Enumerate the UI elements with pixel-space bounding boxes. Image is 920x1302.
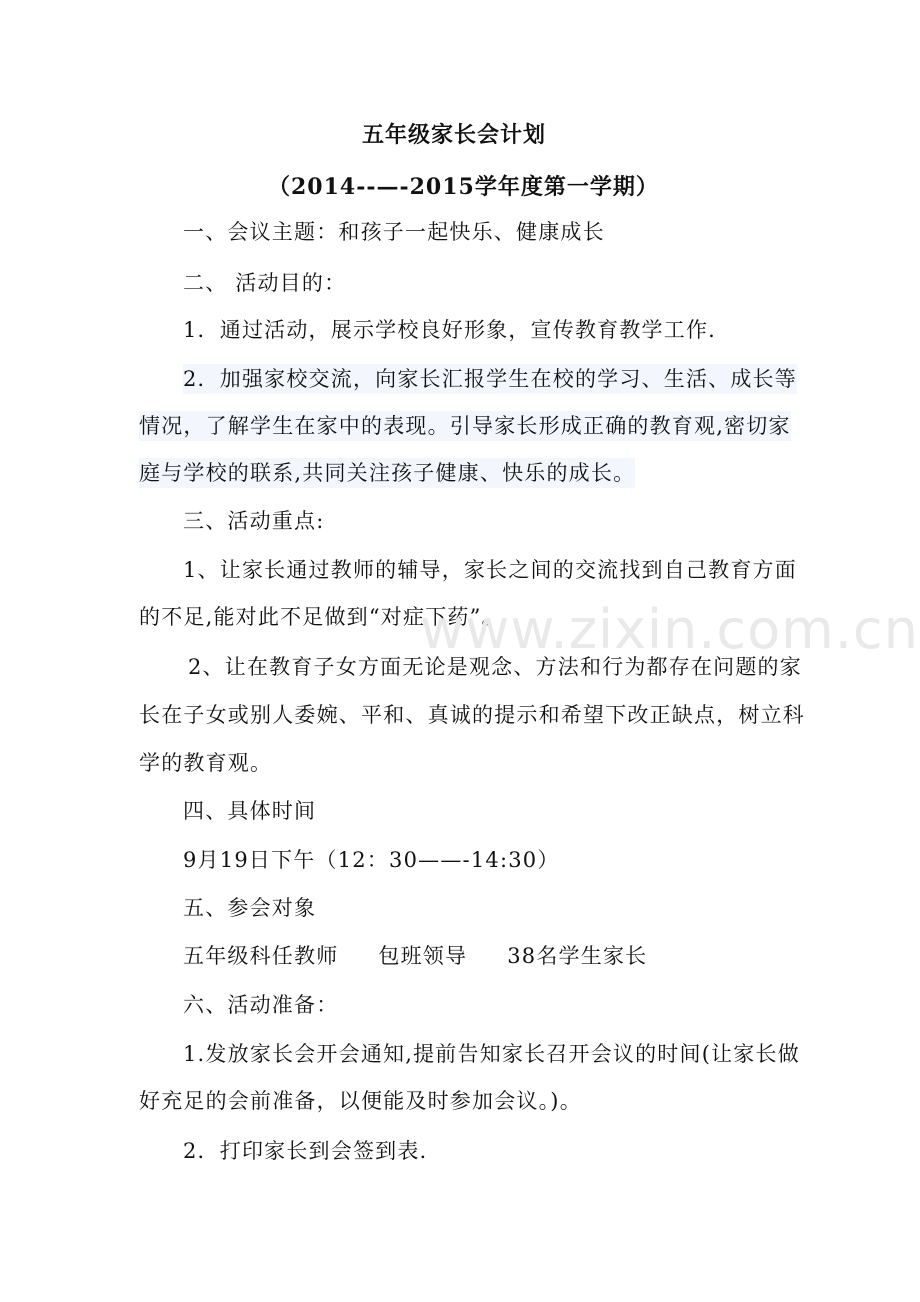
participants-line — [183, 941, 647, 971]
focus-item-2-line-3: 学的教育观。 — [139, 751, 273, 775]
section-participants-heading: 五、参会对象 — [183, 896, 317, 920]
focus-item-1-line-1: 1、让家长通过教师的辅导，家长之间的交流找到自己教育方面 — [183, 558, 797, 582]
participant-leaders: 包班领导 — [378, 944, 468, 968]
section-time-heading: 四、具体时间 — [183, 799, 317, 823]
participant-teachers: 五年级科任教师 — [183, 944, 339, 968]
purpose-item-2-line-2: 情况，了解学生在家中的表现。引导家长形成正确的教育观,密切家 — [139, 411, 791, 441]
focus-item-1-line-2: 的不足,能对此不足做到“对症下药”。 — [139, 605, 504, 629]
document-subtitle: （2014--—-2015学年度第一学期） — [268, 174, 659, 200]
document-title: 五年级家长会计划 — [362, 122, 547, 148]
purpose-item-2-line-3: 庭与学校的联系,共同关注孩子健康、快乐的成长。 — [139, 458, 635, 488]
time-value: 9月19日下午（12：30——-14:30） — [183, 848, 560, 872]
prep-item-2: 2．打印家长到会签到表. — [183, 1139, 428, 1163]
watermark: www.zixin.com.cn — [420, 598, 919, 661]
participant-parents: 38名学生家长 — [507, 944, 648, 968]
section-theme: 一、会议主题：和孩子一起快乐、健康成长 — [183, 220, 605, 244]
purpose-item-1: 1．通过活动，展示学校良好形象，宣传教育教学工作. — [183, 318, 717, 342]
prep-item-1-line-1: 1.发放家长会开会通知,提前告知家长召开会议的时间(让家长做 — [183, 1042, 800, 1066]
purpose-item-2-line-1: 2．加强家校交流，向家长汇报学生在校的学习、生活、成长等 — [183, 364, 797, 394]
focus-item-2-line-1: 2、让在教育子女方面无论是观念、方法和行为都存在问题的家 — [188, 655, 802, 679]
section-focus-heading: 三、活动重点: — [183, 509, 325, 533]
section-purpose-heading: 二、 活动目的： — [183, 271, 347, 295]
prep-item-1-line-2: 好充足的会前准备，以便能及时参加会议。)。 — [139, 1089, 582, 1113]
focus-item-2-line-2: 长在子女或别人委婉、平和、真诚的提示和希望下改正缺点，树立科 — [139, 703, 805, 727]
section-prep-heading: 六、活动准备： — [183, 993, 339, 1017]
